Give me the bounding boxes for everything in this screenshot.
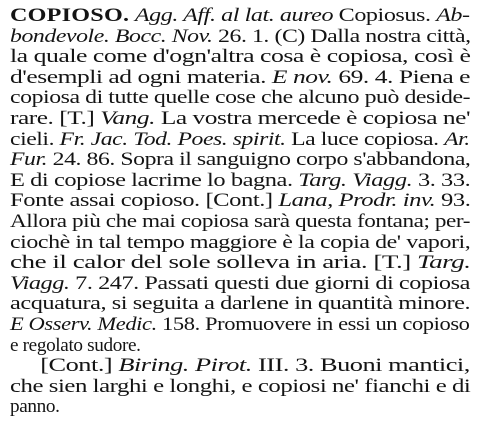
entry-line [10,395,60,419]
citation-abbreviation: Ar. [444,128,470,150]
entry-text: acquatura, si seguita a darlene in quantità minore. [10,293,471,315]
citation-abbreviation: Targ. [417,252,471,274]
entry-text: La vostra mercede è copiosa ne' [154,108,471,129]
entry-text: Fonte assai copioso. [Cont.] [10,190,279,212]
citation-abbreviation: Agg. Aff. al lat. aureo [134,5,334,26]
citation-abbreviation: Fr. Jac. Tod. Poes. spirit. [59,128,286,150]
entry-text: rare. [T.] [10,108,101,129]
entry-text: d'esempli ad ogni materia. [10,66,272,88]
entry-text: che sien larghi e longhi, e copiosi ne' fianchi e di [10,375,471,397]
entry-text: 69. 4. Piena e [332,66,470,88]
entry-text: 158. Promuovere in essi un copioso [156,314,470,335]
entry-text: 93. [435,190,471,212]
entry-text: [Cont.] [40,355,119,377]
entry-text: ciochè in tal tempo maggiore è la copia de' vapori, [10,231,471,253]
entry-text: 3. 33. [412,169,471,191]
citation-abbreviation: Viagg. [10,272,70,294]
headword: COPIOSO. [10,5,130,26]
entry-text: 26. 1. (C) Dalla nostra città, [212,25,471,47]
entry-line [10,375,470,399]
entry-text: cieli. [10,128,60,150]
citation-abbreviation: Biring. Pirot. [118,355,252,377]
entry-text: panno. [10,396,60,418]
entry-text: e regolato sudore. [10,334,141,356]
entry-text: la quale come d'ogn'altra cosa è copiosa, così è [10,46,471,68]
citation-abbreviation: E Osserv. Medic. [10,314,157,335]
citation-abbreviation: Targ. Viagg. [298,169,413,191]
entry-text: che il calor del sole solleva in aria. [T.] [10,252,418,274]
entry-text: La luce copiosa. [285,128,445,150]
citation-abbreviation: Vang. [100,108,155,129]
citation-abbreviation: Ab- [436,5,470,26]
citation-abbreviation: Lana, Prodr. inv. [278,190,436,212]
citation-abbreviation: bondevole. Bocc. Nov. [10,25,213,47]
citation-abbreviation: Fur. [10,149,48,171]
entry-text: III. 3. Buoni mantici, [251,355,470,377]
entry-text: 24. 86. Sopra il sanguigno corpo s'abbandona, [47,149,471,171]
citation-abbreviation: E nov. [271,66,333,88]
entry-text: 7. 247. Passati questi due giorni di copiosa [69,272,470,294]
entry-text: Allora più che mai copiosa sarà questa fontana; per- [10,211,470,232]
entry-text: copiosa di tutte quelle cose che alcuno può deside- [10,87,471,109]
entry-text: Copiosus. [333,5,437,26]
entry-text: E di copiose lacrime lo bagna. [10,169,299,191]
